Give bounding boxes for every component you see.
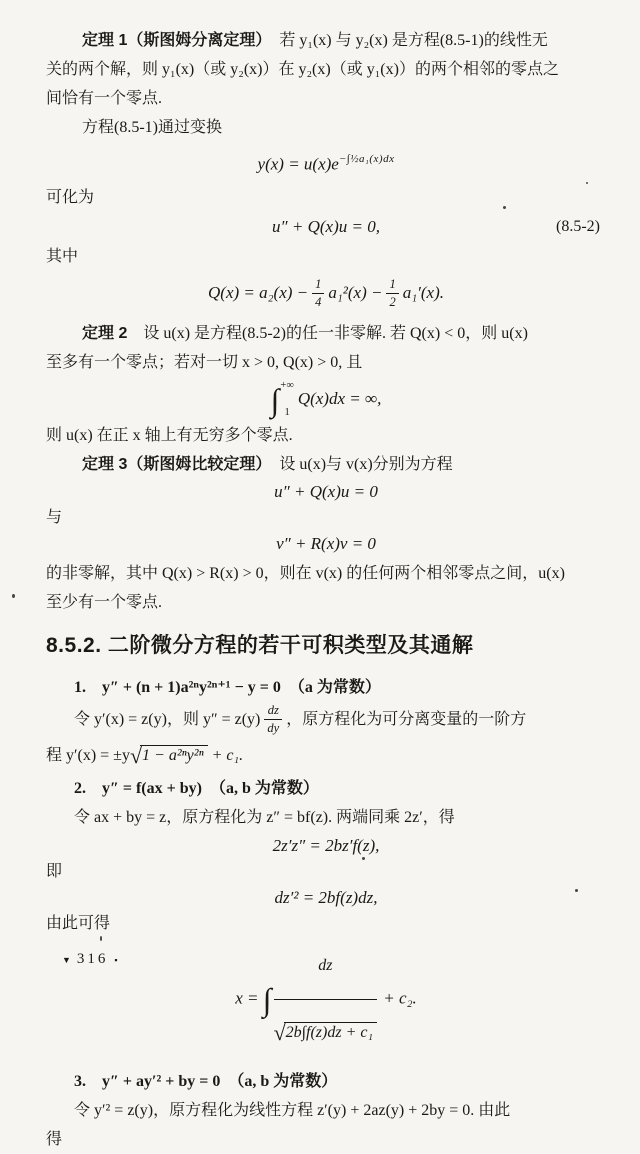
kehuawei-line: 可化为 (46, 188, 95, 206)
footer-mark-right: ▪ (114, 954, 118, 965)
formula-852 (46, 212, 606, 242)
formula-852-body: u″ + Q(x)u = 0, (272, 216, 380, 236)
theorem2-line1-text: 设 u(x) 是方程(8.5-2)的任一非零解. 若 Q(x) < 0，则 u(x) (127, 324, 528, 342)
formula-Q-part2: a₁²(x) − (328, 282, 383, 302)
integral-sign: ∫ (262, 981, 272, 1018)
fraction-denominator: 2 (389, 294, 396, 309)
formula-Q-part1: Q(x) = a₂(x) − (208, 282, 309, 302)
fraction-denominator (274, 1000, 377, 1063)
item1-line2 (46, 702, 606, 738)
radicand: 1 − a²ⁿy²ⁿ (140, 745, 208, 764)
scan-speck (575, 889, 578, 892)
integral-upper-limit: +∞ (280, 379, 294, 391)
theorem3-line1 (46, 450, 606, 479)
theorem3-line1-text: 设 u(x)与 v(x)分别为方程 (263, 455, 453, 473)
theorem3-line2: 的非零解，其中 Q(x) > R(x) > 0，则在 v(x) 的任何两个相邻零点之间，u(x) (46, 564, 565, 582)
fraction-one-half (386, 277, 398, 309)
theorem1-line3: 间恰有一个零点. (46, 90, 163, 107)
square-root (274, 1003, 377, 1063)
integral-limits (280, 381, 293, 419)
fraction-one-fourth (312, 277, 324, 309)
section-heading: 8.5.2. 二阶微分方程的若干可积类型及其通解 (46, 633, 474, 657)
integral-with-limits (271, 381, 298, 419)
integral-sign: ∫ (270, 381, 280, 418)
theorem3-line3: 至少有一个零点. (46, 593, 163, 611)
item1-line2-pre: 令 y′(x) = z(y)，则 y″ = z(y) (74, 710, 261, 728)
page-content (46, 26, 606, 1154)
formula-x-pre: x = (235, 988, 263, 1008)
item3-line2: 令 y′² = z(y)，原方程化为线性方程 z′(y) + 2az(y) + 2by = 0. 由此 (74, 1101, 511, 1119)
fraction-denominator: dy (267, 720, 280, 735)
equation-number: (8.5-2) (556, 217, 600, 235)
radicand: 2b∫f(z)dz + c₁ (284, 1022, 377, 1041)
scan-speck (586, 182, 588, 184)
integral-lower-limit: 1 (284, 407, 290, 419)
page-footer (62, 951, 118, 968)
transform-intro: 方程(8.5-1)通过变换 (82, 119, 222, 136)
scan-speck (362, 857, 365, 860)
item1-line3-pre: 程 y′(x) = ±y (46, 746, 130, 764)
theorem2-line1 (46, 319, 606, 348)
radical-sign: √ (129, 742, 143, 768)
fraction-dz-dy (264, 703, 282, 735)
formula-mult: 2z′z″ = 2bz′f(z), (272, 835, 380, 855)
formula-transform (46, 142, 606, 183)
item1-title: 1. y″ + (n + 1)a²ⁿy²ⁿ⁺¹ − y = 0 （a 为常数） (74, 678, 381, 696)
scan-speck (100, 936, 102, 941)
item3-line3: 得 (46, 1130, 63, 1148)
ji-line: 即 (46, 862, 63, 880)
formula-x-post: + c₂. (379, 988, 417, 1008)
theorem2-line3: 则 u(x) 在正 x 轴上有无穷多个零点. (46, 426, 293, 444)
scan-speck (12, 594, 15, 598)
qizhong-line: 其中 (46, 247, 79, 265)
formula-integral (46, 377, 606, 421)
theorem1-line1 (46, 26, 606, 55)
formula-dz: dz′² = 2bf(z)dz, (274, 887, 378, 907)
youci-line: 由此可得 (46, 914, 111, 932)
scan-speck (503, 206, 506, 209)
item1-line2-post: ，原方程化为可分离变量的一阶方 (286, 710, 527, 728)
theorem3-title: 定理 3（斯图姆比较定理） (82, 455, 264, 473)
formula-Q-part3: a₁′(x). (402, 282, 444, 302)
footer-mark-left: ▼ (62, 954, 71, 965)
fraction-numerator: 1 (312, 277, 324, 293)
theorem2-line2: 至多有一个零点；若对一切 x > 0, Q(x) > 0, 且 (46, 353, 363, 371)
item1-line3-post: + c₁. (207, 746, 244, 764)
theorem1-line2: 关的两个解，则 y₁(x)（或 y₂(x)）在 y₂(x)（或 y₁(x)）的两个相邻的零点之 (46, 61, 559, 78)
item2-title: 2. y″ = f(ax + by) （a, b 为常数） (74, 779, 319, 797)
conjunction-yu: 与 (46, 508, 63, 526)
theorem1-line1-text: 若 y₁(x) 与 y₂(x) 是方程(8.5-1)的线性无 (263, 32, 548, 49)
formula-transform-exponent: −∫½a₁(x)dx (338, 153, 395, 165)
formula-x (46, 936, 606, 1063)
square-root (130, 738, 208, 774)
item1-line3 (46, 738, 606, 774)
fraction-denominator: 4 (315, 294, 322, 309)
big-fraction (274, 936, 377, 1063)
item2-line2: 令 ax + by = z，原方程化为 z″ = bf(z). 两端同乘 2z′，得 (74, 808, 455, 826)
fraction-numerator: dz (264, 703, 282, 719)
item3-title: 3. y″ + ay′² + by = 0 （a, b 为常数） (74, 1072, 338, 1090)
formula-v-equation: v″ + R(x)v = 0 (276, 533, 376, 553)
theorem2-title: 定理 2 (82, 324, 128, 342)
formula-transform-base: y(x) = u(x)e (257, 154, 339, 174)
formula-integral-rest: Q(x)dx = ∞, (297, 388, 382, 408)
fraction-numerator: dz (274, 936, 377, 1000)
formula-u-equation: u″ + Q(x)u = 0 (274, 481, 378, 501)
theorem1-title: 定理 1（斯图姆分离定理） (82, 32, 264, 49)
fraction-numerator: 1 (386, 277, 398, 293)
formula-Q (46, 271, 606, 315)
radical-sign: √ (273, 1019, 286, 1045)
page-number: 316 (76, 951, 109, 967)
